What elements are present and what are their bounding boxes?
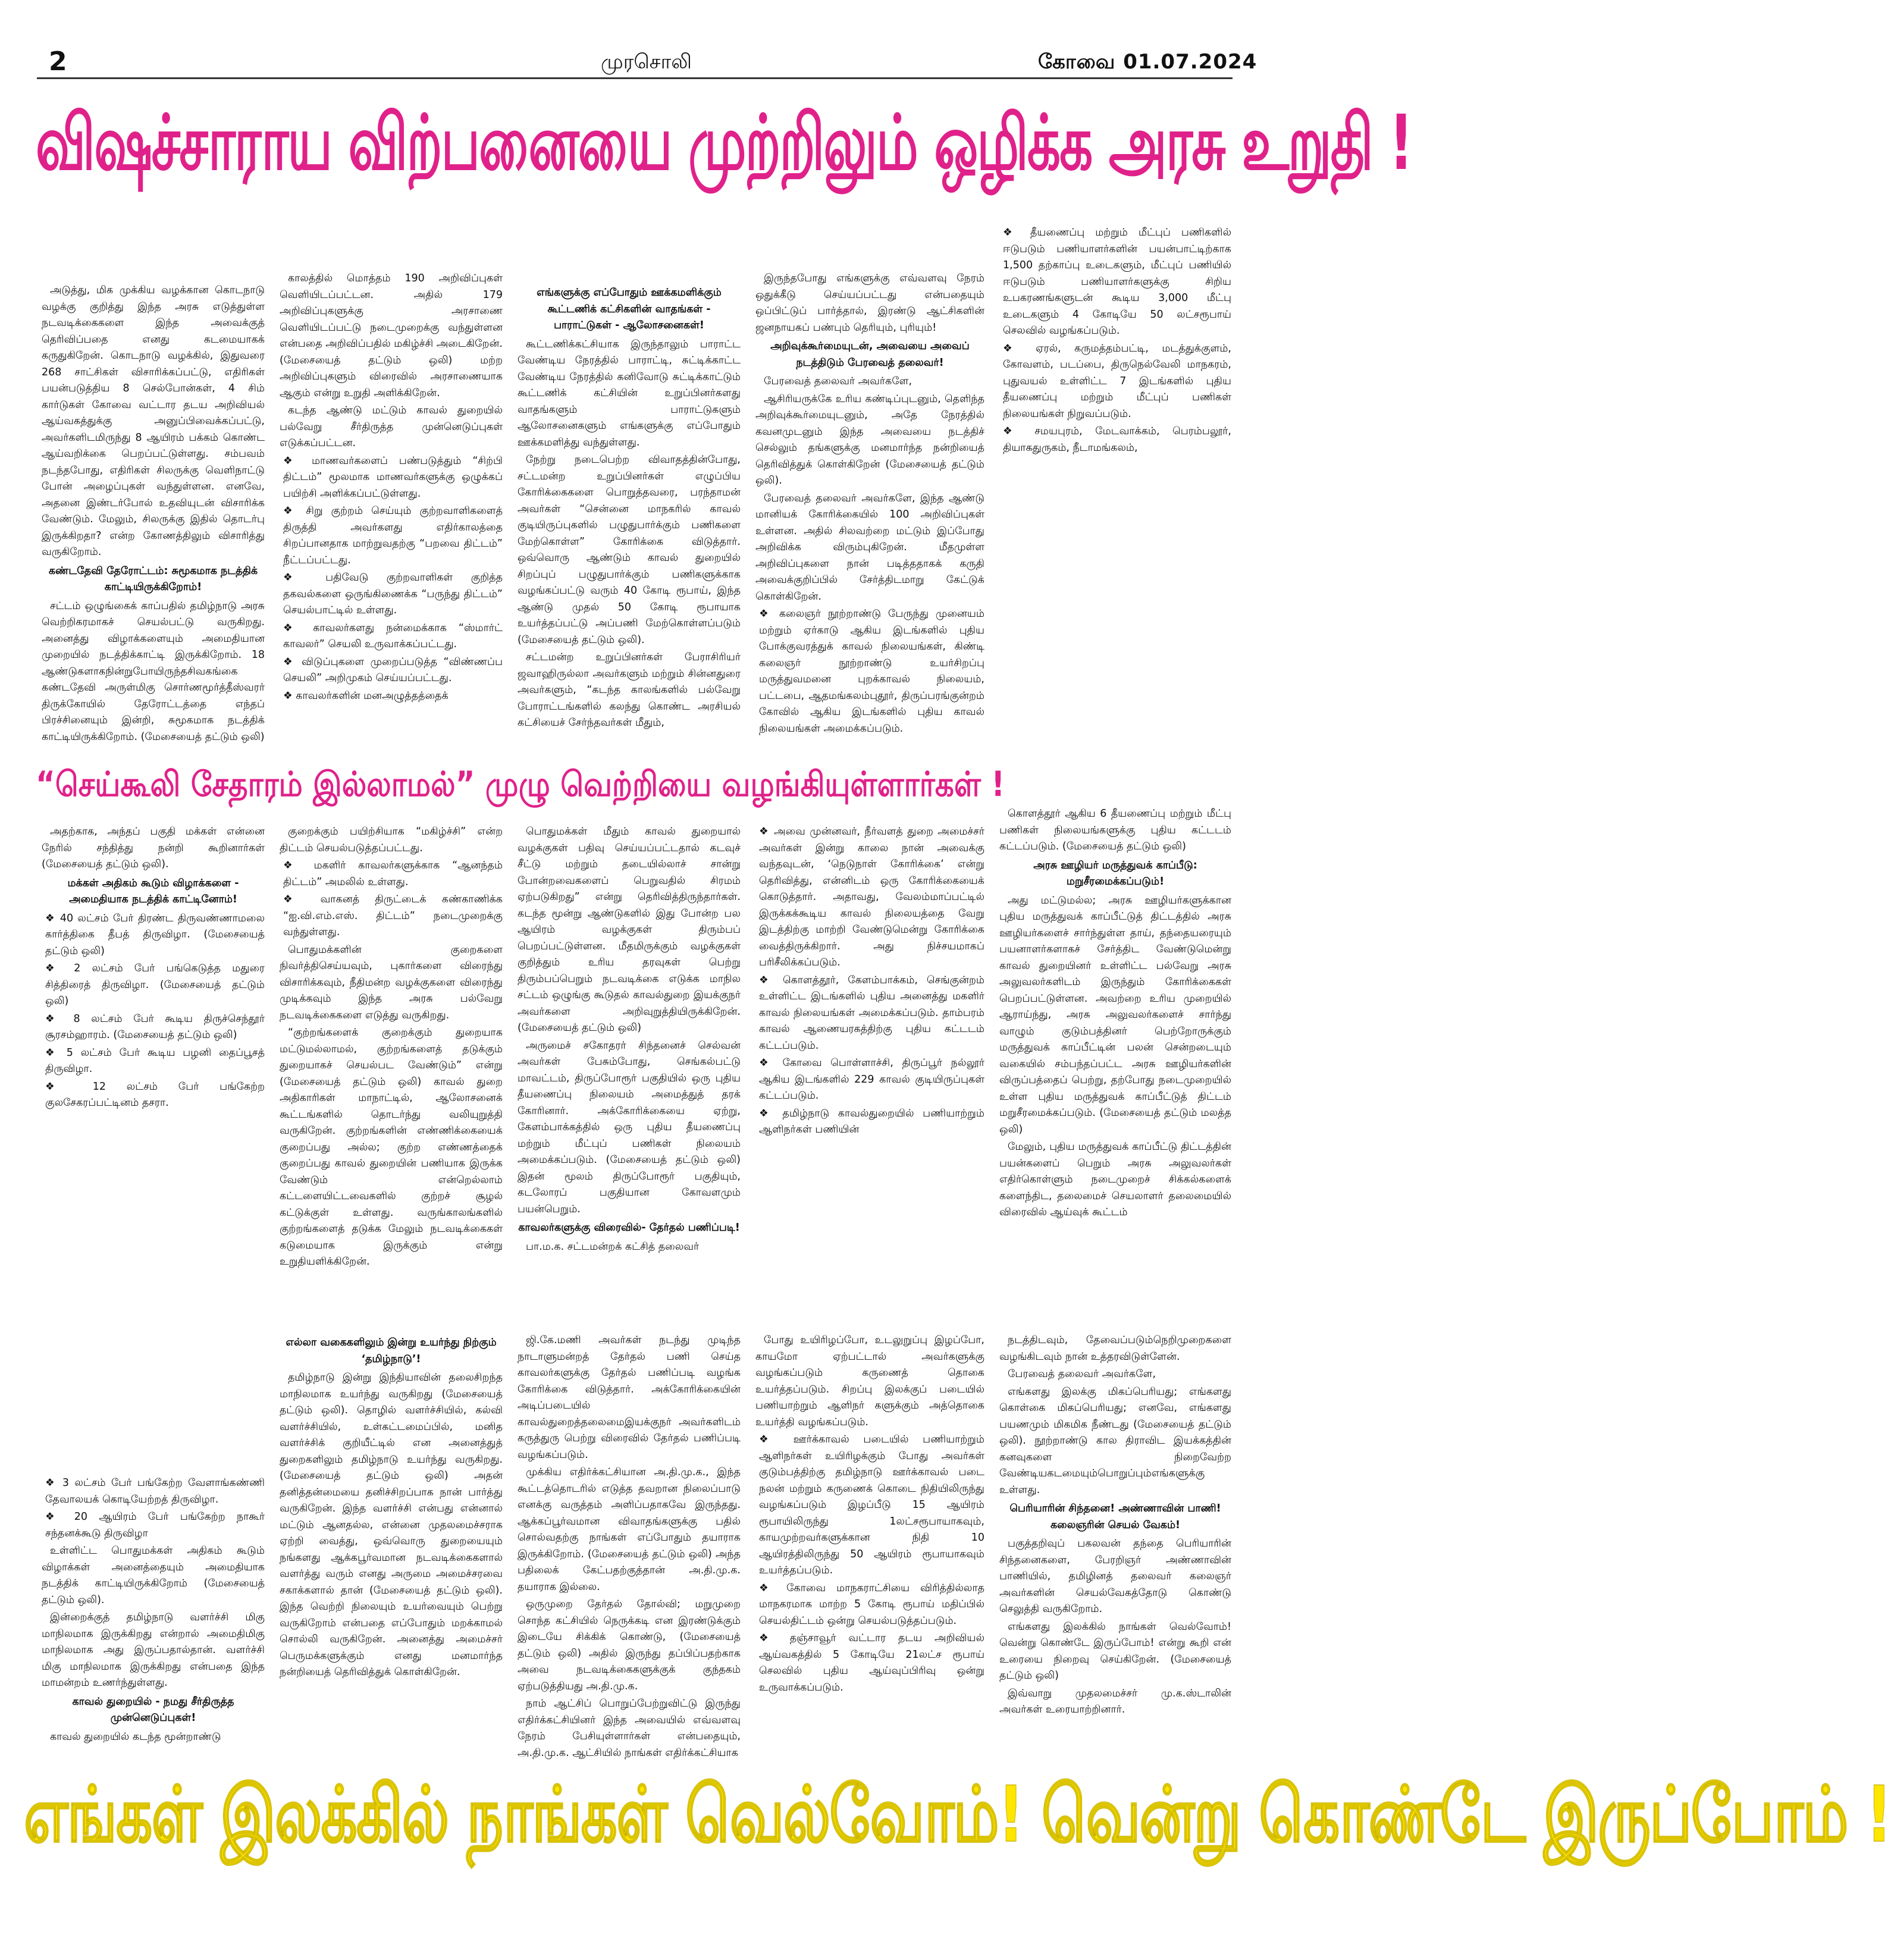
paragraph: பேரவைத் தலைவர் அவர்களே, இந்த ஆண்டு மானியக் கோரிக்கையில் 100 அறிவிப்புகள் உள்ளன. அதில் சிலவற்றை மட்டும் இப்போது அறிவிக்க விரும்புகிறேன். மீதமுள்ள அறிவிப்புகளை நான் படித்ததாகக் கருதி அவைக்குறிப்பில் சேர்த்திடமாறு கேட்டுக் கொள்கிறேன். <box>755 492 984 603</box>
bullet-paragraph: ❖ தீயணைப்பு மற்றும் மீட்புப் பணிகளில் ஈடுபடும் பணியாளர்களின் பயன்பாட்டிற்காக 1,500 தற்காப்பு உடைகளும், மீட்புப் பணியில் ஈடுபடும் பணியாளர்களுக்கு சிறிய உபகரணங்களுடன் கூடிய 3,000 மீட்பு உடைகளும் 4 கோடியே 50 லட்சரூபாய் செலவில் வழங்கப்படும். <box>999 225 1231 340</box>
bot-col-3 <box>518 1332 741 1758</box>
paragraph: பகுத்தறிவுப் பகலவன் தந்தை பெரியாரின் சிந்தனைகளை, பேரறிஞர் அண்ணாவின் பாணியில், தமிழினத் தலைவர் கலைஞர் அவர்களின் செயல்வேகத்தோடு கொண்டு செலுத்தி வருகிறோம். <box>999 1538 1231 1615</box>
bullet-paragraph: ❖ விடுப்புகளை முறைப்படுத்த “விண்ணப்ப செயலி” அறிமுகம் செய்யப்பட்டது. <box>280 654 503 687</box>
paragraph: போது உயிரிழப்போ, உடலுறுப்பு இழப்போ, காயமோ ஏற்பட்டால் அவர்களுக்கு வழங்கப்படும் கருணைத் தொகை உயர்த்தப்படும். சிறப்பு இலக்குப் படையில் பணியாற்றும் ஆளிநர் களுக்கும் அத்தொகை உயர்த்தி வழங்கப்படும். <box>755 1334 984 1428</box>
section-subheading: காவல் துறையில் - நமது சீர்திருத்த முன்னெடுப்புகள்! <box>72 1695 234 1724</box>
dateline: கோவை 01.07.2024 <box>1038 50 1257 74</box>
pull-quote: “செய்கூலி சேதாரம் இல்லாமல்” முழு வெற்றியை வழங்கியுள்ளார்கள் ! <box>36 764 1005 804</box>
section-subheading: அறிவுக்கூர்மையுடன், அவையை அவைப் நடத்திடும் பேரவைத் தலைவர்! <box>770 340 970 369</box>
paragraph: பேரவைத் தலைவர் அவர்களே, <box>1008 1368 1156 1380</box>
bullet-paragraph: ❖ கோவை பொள்ளாச்சி, திருப்பூர் நல்லூர் ஆகிய இடங்களில் 229 காவல் குடியிருப்புகள் கட்டப்படும். <box>755 1055 984 1105</box>
main-headline: விஷச்சாராய விற்பனையை முற்றிலும் ஒழிக்க அரசு உறுதி ! <box>36 98 1412 187</box>
section-subheading: அரசு ஊழியர் மருத்துவக் காப்பீடு: மறுசீரமைக்கப்படும்! <box>1033 859 1197 888</box>
paragraph: கூட்டணிக்கட்சியாக இருந்தாலும் பாராட்ட வேண்டிய நேரத்தில் பாராட்டி, சுட்டிக்காட்ட வேண்டிய நேரத்தில் கனிவோடு சுட்டிக்காட்டும் கூட்டணிக் கட்சியின் உறுப்பினர்களது வாதங்களும் பாராட்டுகளும் ஆலோசனைகளும் எங்களுக்கு எப்போதும் ஊக்கமளித்து வந்துள்ளது. <box>518 338 741 449</box>
paragraph: மேலும், புதிய மருத்துவக் காப்பீட்டு திட்டத்தின் பயன்களைப் பெறும் அரசு அலுவலர்கள் எதிர்கொள்ளும் நடைமுறைச் சிக்கல்களைக் களைந்திட, தலைமைச் செயலாளர் தலைமையில் விரைவில் ஆய்வுக் கூட்டம் <box>999 1141 1231 1218</box>
bullet-paragraph: ❖ தஞ்சாவூர் வட்டார தடய அறிவியல் ஆய்வகத்தில் 5 கோடியே 21லட்ச ரூபாய் செலவில் புதிய ஆய்வுப்பிரிவு ஒன்று உருவாக்கப்படும். <box>755 1630 984 1696</box>
paragraph: அடுத்து, மிக முக்கிய வழக்கான கொடநாடு வழக்கு குறித்து இந்த அரசு எடுத்துள்ள நடவடிக்கைகளை இந்த அவைக்குத் தெரிவிப்பதை எனது கடமையாகக் கருதுகிறேன். கொடநாடு வழக்கில், இதுவரை 268 சாட்சிகள் விசாரிக்கப்பட்டு, எதிரிகள் பயன்படுத்திய 8 செல்போன்கள், 4 சிம் கார்டுகள் கோவை வட்டார தடய அறிவியல் ஆய்வகத்துக்கு அனுப்பிவைக்கப்பட்டு, அவர்களிடமிருந்து 8 ஆயிரம் பக்கம் கொண்ட ஆய்வறிக்கை பெறப்பட்டுள்ளது. சம்பவம் நடந்தபோது, எதிரிகள் சிலருக்கு வெளிநாட்டு போன் அழைப்புகள் வந்துள்ளன. எனவே, அதனை இண்டர்போல் உதவியுடன் விசாரிக்க வேண்டும். மேலும், சிலருக்கு இதில் தொடர்பு இருக்கிறதா? என்ற கோணத்திலும் விசாரித்து வருகிறோம். <box>42 284 265 558</box>
paragraph: அது மட்டுமல்ல; அரசு ஊழியர்களுக்கான புதிய மருத்துவக் காப்பீட்டுத் திட்டத்தில் அரசு ஊழியர்களைச் சார்ந்துள்ள தாய், தந்தையரையும் பயனாளர்களாகச் சேர்த்திட வேண்டுமென்று காவல் துறையினர் உள்ளிட்ட பல்வேறு அரசு அலுவலர்களிடம் இருந்தும் கோரிக்கைகள் பெறப்பட்டுள்ளன. அவற்றை உரிய முறையில் ஆராய்ந்து, அரசு அலுவலர்களைச் சார்ந்து வாழும் குடும்பத்தினர் பெற்றோருக்கும் மருத்துவக் காப்பீட்டின் பலன் சென்றடையும் வகையில் சம்பந்தப்பட்ட அரசு ஊழியர்களின் விருப்பத்தைப் பெற்று, தற்போது நடைமுறையில் உள்ள புதிய மருத்துவக் காப்பீட்டுத் திட்டம் மறுசீரமைக்கப்படும். (மேசையைத் தட்டும் மலத்த ஒலி) <box>999 894 1231 1136</box>
paragraph: ஜி.கே.மணி அவர்கள் நடந்து முடிந்த நாடாளுமன்றத் தேர்தல் பணி செய்த காவலர்களுக்கு தேர்தல் பணிப்படி வழங்க கோரிக்கை விடுத்தார். அக்கோரிக்கையின் அடிப்படையில் காவல்துறைத்தலைமைஇயக்குநர் அவர்களிடம் கருத்துரு பெற்று விரைவில் தேர்தல் பணிப்படி வழங்கப்படும். <box>518 1334 741 1461</box>
bullet-paragraph: ❖ வாகனத் திருட்டைக் கண்காணிக்க “ஐ.வி.எம்.எஸ். திட்டம்” நடைமுறைக்கு வந்துள்ளது. <box>280 892 503 941</box>
top-col-2 <box>280 271 503 749</box>
mid-col-4 <box>755 824 984 1318</box>
section-subheading: எல்லா வகைகளிலும் இன்று உயர்ந்து நிற்கும் ‘தமிழ்நாடு’! <box>286 1337 497 1365</box>
bullet-paragraph: ❖ 12 லட்சம் பேர் பங்கேற்ற குலசேகரப்பட்டினம் தசரா. <box>42 1079 265 1112</box>
masthead-rule <box>37 77 1233 79</box>
paragraph: கொளத்தூர் ஆகிய 6 தீயணைப்பு மற்றும் மீட்பு பணிகள் நிலையங்களுக்கு புதிய கட்டடம் கட்டப்படும். (மேசையைத் தட்டும் ஒலி) <box>999 808 1231 852</box>
paragraph: கடந்த ஆண்டு மட்டும் காவல் துறையில் பல்வேறு சீர்திருத்த முன்னெடுப்புகள் எடுக்கப்பட்டன. <box>280 404 503 449</box>
paragraph: நேற்று நடைபெற்ற விவாதத்தின்போது, சட்டமன்ற உறுப்பினர்கள் எழுப்பிய கோரிக்கைகளை பொறுத்தவரை, பரந்தாமன் அவர்கள் “சென்னை மாநகரில் காவல் குடியிருப்புகளில் பழுதுபார்க்கும் பணிகளை மேற்கொள்ள” கோரிக்கை விடுத்தார். ஒவ்வொரு ஆண்டும் காவல் துறையில் சிறப்புப் பழுதுபார்க்கும் பணிகளுக்காக வழங்கப்பட்டு வரும் 40 கோடி ரூபாய், இந்த ஆண்டு முதல் 50 கோடி ரூபாயாக உயர்த்தப்பட்டு அப்பணி மேற்கொள்ளப்படும் (மேசையைத் தட்டும் ஒலி). <box>518 454 741 646</box>
footer-headline: எங்கள் இலக்கில் நாங்கள் வெல்வோம்! வென்று கொண்டே இருப்போம் ! <box>24 1770 1891 1860</box>
paragraph: முக்கிய எதிர்க்கட்சியான அ.தி.மு.க., இந்த கூட்டத்தொடரில் எடுத்த தவறான நிலைப்பாடு எனக்கு வருத்தம் அளிப்பதாகவே இருந்தது. ஆக்கப்பூர்வமான விவாதங்களுக்கு பதில் சொல்வதற்கு நாங்கள் எப்போதும் தயாராக இருக்கிறோம். (மேசையைத் தட்டும் ஒலி) அந்த பதிலைக் கேட்பதற்குத்தான் அ.தி.மு.க. தயாராக இல்லை. <box>518 1466 741 1593</box>
paragraph: சட்டமன்ற உறுப்பினர்கள் பேராசிரியர் ஜவாஹிருல்லா அவர்களும் மற்றும் சின்னதுரை அவர்களும், “கடந்த காலங்களில் பல்வேறு போராட்டங்களில் கலந்து கொண்ட அரசியல் கட்சியைச் சேர்ந்தவர்கள் மீதும், <box>518 651 741 729</box>
paragraph: ஆசிரியருக்கே உரிய கண்டிப்புடனும், தெளிந்த அறிவுக்கூர்மையுடனும், அதே நேரத்தில் கவனமுடனும் இந்த அவையை நடத்திச் செல்லும் தங்களுக்கு மனமார்ந்த நன்றியைத் தெரிவித்துக் கொள்கிறேன் (மேசையைத் தட்டும் ஒலி). <box>755 393 984 487</box>
bot-col-1 <box>42 1475 265 1758</box>
paragraph: பேரவைத் தலைவர் அவர்களே, <box>764 375 912 387</box>
top-col-3 <box>518 283 741 749</box>
bullet-paragraph: ❖ 5 லட்சம் பேர் கூடிய பழனி தைப்பூசத் திருவிழா. <box>42 1045 265 1078</box>
bullet-paragraph: ❖ 2 லட்சம் பேர் பங்கெடுத்த மதுரை சித்திரைத் திருவிழா. (மேசையைத் தட்டும் ஒலி) <box>42 961 265 1010</box>
bullet-paragraph: ❖ ஏரல், கருமத்தம்பட்டி, மடத்துக்குளம், கோவளம், படப்பை, திருநெல்வேலி மாநகரம், புதுவயல் உள்ளிட்ட 7 இடங்களில் புதிய தீயணைப்பு மற்றும் மீட்புப் பணிகள் நிலையங்கள் நிறுவப்படும். <box>999 341 1231 423</box>
bot-col-2 <box>280 1332 503 1758</box>
paragraph: சட்டம் ஒழுங்கைக் காப்பதில் தமிழ்நாடு அரசு வெற்றிகரமாகச் செயல்பட்டு வருகிறது. அனைத்து விழாக்களையும் அமைதியான முறையில் நடத்திக்காட்டி இருக்கிறோம். 18 ஆண்டுகளாகநின்றுபோயிருந்தசிவகங்கை கண்டதேவி அருள்மிகு சொர்ணமூர்த்தீஸ்வரர் திருக்கோயில் தேரோட்டத்தை எந்தப் பிரச்சினையும் இன்றி, சுமூகமாக நடத்திக் காட்டியிருக்கிறோம். (மேசையைத் தட்டும் ஒலி) <box>42 600 265 743</box>
bullet-paragraph: ❖ பதிவேடு குற்றவாளிகள் குறித்த தகவல்களை ஒருங்கிணைக்க “பருந்து திட்டம்” செயல்பாட்டில் உள்ளது. <box>280 570 503 619</box>
bot-col-4 <box>755 1332 984 1758</box>
section-subheading: எங்களுக்கு எப்போதும் ஊக்கமளிக்கும் கூட்டணிக் கட்சிகளின் வாதங்கள் - பாராட்டுகள் - ஆலோசனைகள்! <box>537 287 722 331</box>
paragraph: பா.ம.க. சட்டமன்றக் கட்சித் தலைவர் <box>526 1240 700 1253</box>
paragraph: தமிழ்நாடு இன்று இந்தியாவின் தலைசிறந்த மாநிலமாக உயர்ந்து வருகிறது (மேசையைத் தட்டும் ஒலி). தொழில் வளர்ச்சியில், கல்வி வளர்ச்சியில், உள்கட்டமைப்பில், மனித வளர்ச்சிக் குறியீட்டில் என அனைத்துத் துறைகளிலும் தமிழ்நாடு உயர்ந்து வருகிறது. (மேசையைத் தட்டும் ஒலி) அதன் தனித்தன்மையை தனிச்சிறப்பாக நான் பார்த்து வருகிறேன். இந்த வளர்ச்சி என்பது என்னால் மட்டும் ஆனதல்ல, என்னை முதலமைச்சராக ஏற்றி வைத்து, ஒவ்வொரு துறையையும் நங்களது ஆக்கபூர்வமான நடவடிக்கைகளால் வளர்த்து வரும் எனது அருமை அமைச்சரவை சகாக்களால் தான் (மேசையைத் தட்டும் ஒலி). இந்த வெற்றி நிலையும் உயர்வையும் பெற்று வருகிறோம் என்பதை எப்போதும் மறக்காமல் சொல்லி வருகிறேன். அனைத்து அமைச்சர் பெருமக்களுக்கும் எனது மனமார்ந்த நன்றியைத் தெரிவித்துக் கொள்கிறேன். <box>280 1372 503 1678</box>
paragraph: அருமைச் சகோதரர் சிந்தனைச் செல்வன் அவர்கள் பேசும்போது, செங்கல்பட்டு மாவட்டம், திருப்போரூர் பகுதியில் ஒரு புதிய தீயணைப்பு நிலையம் அமைத்துத் தரக் கோரினார். அக்கோரிக்கையை ஏற்று, கேளம்பாக்கத்தில் ஒரு புதிய தீயணைப்பு மற்றும் மீட்புப் பணிகள் நிலையம் அமைக்கப்படும். (மேசையைத் தட்டும் ஒலி) இதன் மூலம் திருப்போரூர் பகுதியும், கடலோரப் பகுதியான கோவளமும் பயன்பெறும். <box>518 1039 741 1215</box>
paragraph: அதற்காக, அந்தப் பகுதி மக்கள் என்னை நேரில் சந்தித்து நன்றி கூறினார்கள் (மேசையைத் தட்டும் ஒலி). <box>42 826 265 870</box>
bullet-paragraph: ❖ 3 லட்சம் பேர் பங்கேற்ற வேளாங்கண்ணி தேவாலயக் கொடியேற்றத் திருவிழா. <box>42 1475 265 1508</box>
paragraph: இன்றைக்குத் தமிழ்நாடு வளர்ச்சி மிகு மாநிலமாக இருக்கிறது என்றால் அமைதிமிகு மாநிலமாக அது இருப்பதால்தான். வளர்ச்சி மிகு மாநிலமாக இருக்கிறது என்பதை இந்த மாமன்றம் உணர்ந்துள்ளது. <box>42 1611 265 1689</box>
paragraph: உள்ளிட்ட பொதுமக்கள் அதிகம் கூடும் விழாக்கள் அனைத்தையும் அமைதியாக நடத்திக் காட்டியிருக்கிறோம் (மேசையைத் தட்டும் ஒலி). <box>42 1545 265 1606</box>
bullet-paragraph: ❖ ஊர்க்காவல் படையில் பணியாற்றும் ஆளிநர்கள் உயிரிழக்கும் போது அவர்கள் குடும்பத்திற்கு தமிழ்நாடு ஊர்க்காவல் படை நலன் மற்றும் கருணைக் கொடை நிதியிலிருந்து வழங்கப்படும் இழப்பீடு 15 ஆயிரம் ரூபாயிலிருந்து 1லட்சரூபாயாகவும், காயமுற்றவர்களுக்கான நிதி 10 ஆயிரத்திலிருந்து 50 ஆயிரம் ரூபாயாகவும் உயர்த்தப்படும். <box>755 1432 984 1579</box>
section-subheading: பெரியாரின் சிந்தனை! அண்ணாவின் பாணி! கலைஞரின் செயல் வேகம்! <box>1009 1503 1221 1531</box>
bullet-paragraph: ❖ மகளிர் காவலர்களுக்காக “ஆனந்தம் திட்டம்” அமலில் உள்ளது. <box>280 858 503 890</box>
bullet-paragraph: ❖ சிறு குற்றம் செய்யும் குற்றவாளிகளைத் திருத்தி அவர்களது எதிர்காலத்தை சிறப்பானதாக மாற்றுவதற்கு “பறவை திட்டம்” நீட்டப்பட்டது. <box>280 503 503 569</box>
paragraph: இவ்வாறு முதலமைச்சர் மு.க.ஸ்டாலின் அவர்கள் உரையாற்றினார். <box>999 1687 1231 1716</box>
top-col-1 <box>42 283 265 749</box>
paragraph: “குற்றங்களைக் குறைக்கும் துறையாக மட்டுமல்லாமல், குற்றங்களைத் தடுக்கும் துறையாகச் செயல்பட வேண்டும்” என்று (மேசையைத் தட்டும் ஒலி) காவல் துறை அதிகாரிகள் மாநாட்டில், ஆலோசனைக் கூட்டங்களில் தொடர்ந்து வலியுறுத்தி வருகிறேன். குற்றங்களின் எண்ணிக்கையைக் குறைப்பது அல்ல; குற்ற எண்ணத்தைக் குறைப்பது காவல் துறையின் பணியாக இருக்க வேண்டும் என்றெல்லாம் கட்டளையிட்டவைகளில் குற்றச் சூழல் கட்டுக்குள் உள்ளது. வருங்காலங்களில் குற்றங்களைத் தடுக்க மேலும் நடவடிக்கைகள் கடுமையாக இருக்கும் என்று உறுதியளிக்கிறேன். <box>280 1027 503 1268</box>
section-subheading: கண்டதேவி தேரோட்டம்: சுமூகமாக நடத்திக் காட்டியிருக்கிறோம்! <box>48 565 258 593</box>
bullet-paragraph: ❖ அவை முன்னவர், நீர்வளத் துறை அமைச்சர் அவர்கள் இன்று காலை நான் அவைக்கு வந்தவுடன், ‘நெடுநாள் கோரிக்கை’ என்று தெரிவித்து, என்னிடம் ஒரு கோரிக்கையைக் கொடுத்தார். அதாவது, வேலம்மாப்பட்டில் இருக்கக்கூடிய காவல் நிலையத்தை வேறு இடத்திற்கு மாற்றி வேண்டுமென்று கோரிக்கை வைத்திருக்கிறார். அது நிச்சயமாகப் பரிசீலிக்கப்படும். <box>755 824 984 971</box>
paragraph: எங்களது இலக்கில் நாங்கள் வெல்வோம்! வென்று கொண்டே இருப்போம்! என்று கூறி என் உரையை நிறைவு செய்கிறேன். (மேசையைத் தட்டும் ஒலி) <box>999 1620 1231 1682</box>
mid-col-1 <box>42 824 265 1359</box>
paragraph: காவல் துறையில் கடந்த மூன்றாண்டு <box>50 1730 221 1743</box>
bullet-paragraph: ❖ கலைஞர் நூற்றாண்டு பேருந்து முனையம் மற்றும் ஏர்காடு ஆகிய இடங்களில் புதிய போக்குவரத்துக் காவல் நிலையங்கள், கிண்டி கலைஞர் நூற்றாண்டு உயர்சிறப்பு மருத்துவமனை புறக்காவல் நிலையம், பட்டபை, ஆதமங்கலம்புதூர், திருப்பரங்குன்றம் கோவில் ஆகிய இடங்களில் புதிய காவல் நிலையங்கள் அமைக்கப்படும். <box>755 606 984 737</box>
top-col-4 <box>755 271 984 749</box>
paragraph: இருந்தபோது எங்களுக்கு எவ்வளவு நேரம் ஒதுக்கீடு செய்யப்பட்டது என்பதையும் ஒப்பிட்டுப் பார்த்தால், இரண்டு ஆட்சிகளின் ஜனநாயகப் பண்பும் தெரியும், புரியும்! <box>755 272 984 334</box>
paper-name: முரசொலி <box>601 50 692 74</box>
paragraph: காலத்தில் மொத்தம் 190 அறிவிப்புகள் வெளியிடப்பட்டன. அதில் 179 அறிவிப்புகளுக்கு அரசாணை வெளியிடப்பட்டு நடைமுறைக்கு வந்துள்ளன என்பதை அறிவிப்பதில் மகிழ்ச்சி அடைகிறேன். (மேசையைத் தட்டும் ஒலி) மற்ற அறிவிப்புகளும் விரைவில் அரசாணையாக ஆகும் என்று உறுதி அளிக்கிறேன். <box>280 272 503 399</box>
paragraph: நடத்திடவும், தேவைப்படும்நெறிமுறைகளை வழங்கிடவும் நான் உத்தரவிடுள்ளேன். <box>999 1334 1231 1363</box>
paragraph: பொதுமக்களின் குறைகளை நிவர்த்திசெய்யவும், புகார்களை விரைந்து விசாரிக்கவும், நீதிமன்ற வழக்குகளை விரைந்து முடிக்கவும் இந்த அரசு பல்வேறு நடவடிக்கைகளை எடுத்து வருகிறது. <box>280 943 503 1021</box>
paragraph: குறைக்கும் பயிற்சியாக “மகிழ்ச்சி” என்ற திட்டம் செயல்படுத்தப்பட்டது. <box>280 826 503 854</box>
paragraph: ஒருமுறை தேர்தல் தோல்வி; மறுமுறை சொந்த கட்சியில் நெருக்கடி என இரண்டுக்கும் இடையே சிக்கிக் கொண்டு, (மேசையைத் தட்டும் ஒலி) அதில் இருந்து தப்பிப்பதற்காக அவை நடவடிக்கைகளுக்குக் குந்தகம் ஏற்படுத்தியது அ.தி.மு.க. <box>518 1598 741 1692</box>
bullet-paragraph: ❖ 8 லட்சம் பேர் கூடிய திருச்செந்தூர் சூரசம்ஹாரம். (மேசையைத் தட்டும் ஒலி) <box>42 1011 265 1044</box>
bullet-paragraph: ❖ காவலர்களின் மனஅழுத்தத்தைக் <box>280 688 503 705</box>
top-col-5 <box>999 225 1231 749</box>
mid-col-5 <box>999 806 1231 1318</box>
page-number: 2 <box>49 46 67 77</box>
section-subheading: மக்கள் அதிகம் கூடும் விழாக்களை - அமைதியாக நடத்திக் காட்டினோம்! <box>67 877 239 905</box>
mid-col-2 <box>280 824 503 1329</box>
masthead <box>0 0 1271 77</box>
bullet-paragraph: ❖ கோவை மாநகராட்சியை விரித்தில்லாத மாநகரமாக மாற்ற 5 கோடி ரூபாய் மதிப்பில் செயல்திட்டம் ஒன்று செயல்படுத்தப்படும். <box>755 1580 984 1630</box>
paragraph: நாம் ஆட்சிப் பொறுப்பேற்றுவிட்டு இருந்து எதிர்க்கட்சியினர் இந்த அவையில் எவ்வளவு நேரம் பேசியுள்ளார்கள் என்பதையும், அ.தி.மு.க. ஆட்சியில் நாங்கள் எதிர்க்கட்சியாக <box>518 1698 741 1759</box>
paragraph: பொதுமக்கள் மீதும் காவல் துறையால் வழக்குகள் பதிவு செய்யப்பட்டதால் கடவுச் சீட்டு மற்றும் தடையில்லாச் சான்று போன்றவைகளைப் பெறுவதில் சிரமம் ஏற்படுகிறது” என்று தெரிவித்திருந்தார்கள். கடந்த மூன்று ஆண்டுகளில் இது போன்ற பல ஆயிரம் வழக்குகள் திரும்பப் பெறப்பட்டுள்ளன. மீதமிருக்கும் வழக்குகள் குறித்தும் உரிய தரவுகள் பெற்று திரும்பப்பெறும் நடவடிக்கை எடுக்க மாநில சட்டம் ஒழுங்கு கூடுதல் காவல்துறை இயக்குநர் அவர்களை அறிவுறுத்தியிருக்கிறேன். (மேசையைத் தட்டும் ஒலி) <box>518 826 741 1034</box>
section-subheading: காவலர்களுக்கு விரைவில்- தேர்தல் பணிப்படி! <box>518 1222 740 1234</box>
bullet-paragraph: ❖ காவலர்களது நன்மைக்காக “ஸ்மார்ட் காவலர்” செயலி உருவாக்கப்பட்டது. <box>280 620 503 653</box>
bullet-paragraph: ❖ கொளத்தூர், கேளம்பாக்கம், செங்குன்றம் உள்ளிட்ட இடங்களில் புதிய அனைத்து மகளிர் காவல் நிலையங்கள் அமைக்கப்படும். தாம்பரம் காவல் ஆணையரகத்திற்கு புதிய கட்டடம் கட்டப்படும். <box>755 973 984 1055</box>
bullet-paragraph: ❖ மாணவர்களைப் பண்படுத்தும் “சிற்பி திட்டம்” மூலமாக மாணவர்களுக்கு ஒழுக்கப் பயிற்சி அளிக்கப்பட்டுள்ளது. <box>280 453 503 503</box>
bullet-paragraph: ❖ சமயபுரம், மேடவாக்கம், பெரம்பலூர், தியாகதுருகம், நீடாமங்கலம், <box>999 424 1231 456</box>
bullet-paragraph: ❖ 40 லட்சம் பேர் திரண்ட திருவண்ணாமலை கார்த்திகை தீபத் திருவிழா. (மேசையைத் தட்டும் ஒலி) <box>42 911 265 960</box>
mid-col-3 <box>518 824 741 1318</box>
bullet-paragraph: ❖ 20 ஆயிரம் பேர் பங்கேற்ற நாகூர் சந்தனக்கூடு திருவிழா <box>42 1509 265 1542</box>
bot-col-5 <box>999 1332 1231 1758</box>
paragraph: எங்களது இலக்கு மிகப்பெரியது; எங்களது கொள்கை மிகப்பெரியது; எனவே, எங்களது பயணமும் மிகமிக நீண்டது (மேசையைத் தட்டும் ஒலி). நூற்றாண்டு கால திராவிட இயக்கத்தின் கனவுகளை நிறைவேற்ற வேண்டியகடமையும்பொறுப்பும்எங்களுக்கு உள்ளது. <box>999 1385 1231 1496</box>
bullet-paragraph: ❖ தமிழ்நாடு காவல்துறையில் பணியாற்றும் ஆளிநர்கள் பணியின் <box>755 1106 984 1139</box>
